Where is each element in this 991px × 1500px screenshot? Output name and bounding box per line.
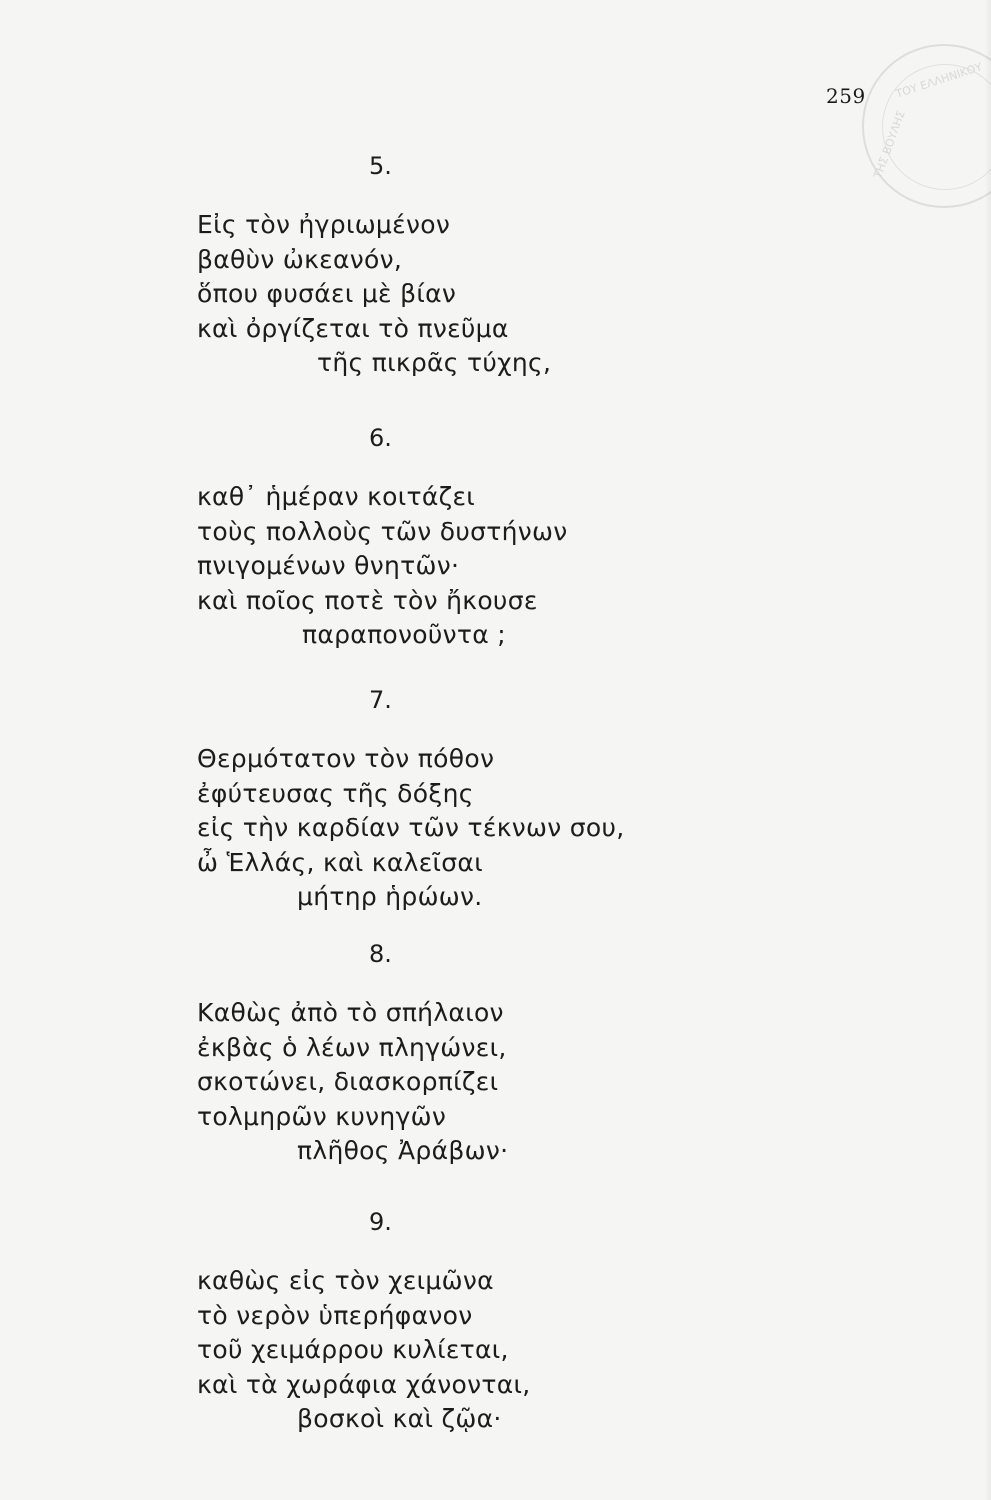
verse-line: Θερμότατον τὸν πόθον [197, 744, 495, 773]
verse-line: βαθὺν ὠκεανόν, [197, 244, 403, 274]
stanza-number: 8. [369, 940, 392, 968]
verse-line: Εἰς τὸν ἠγριωμένον [197, 210, 451, 239]
stanza-number: 6. [369, 424, 392, 452]
verse-line: ὦ Ἑλλάς, καὶ καλεῖσαι [197, 847, 483, 877]
verse-line: τοῦ χειμάρρου κυλίεται, [197, 1335, 509, 1364]
verse-line: εἰς τὴν καρδίαν τῶν τέκνων σου, [197, 813, 625, 842]
stanza-verses [197, 208, 551, 381]
verse-line: ὅπου φυσάει μὲ βίαν [197, 279, 457, 308]
verse-line: καθ᾽ ἡμέραν κοιτάζει [197, 482, 476, 511]
stanza-number: 9. [369, 1208, 392, 1236]
verse-line-indented: μήτηρ ἡρώων. [297, 882, 483, 911]
verse-line: ἐκβὰς ὁ λέων πληγώνει, [197, 1032, 507, 1062]
stanza-verses [197, 1264, 530, 1437]
verse-line: καὶ ποῖος ποτὲ τὸν ἤκουσε [197, 585, 538, 615]
stanza-verses [197, 480, 568, 653]
verse-line: τολμηρῶν κυνηγῶν [197, 1101, 447, 1131]
stanza-verses [197, 742, 625, 915]
library-stamp [862, 44, 991, 208]
verse-line: τοὺς πολλοὺς τῶν δυστήνων [197, 516, 568, 546]
verse-line: τὸ νερὸν ὑπερήφανον [197, 1300, 473, 1330]
verse-line-indented: παραπονοῦντα ; [302, 620, 507, 649]
verse-line-indented: τῆς πικρᾶς τύχης, [317, 348, 552, 377]
verse-line: καὶ τὰ χωράφια χάνονται, [197, 1369, 531, 1399]
verse-line: Καθὼς ἀπὸ τὸ σπήλαιον [197, 998, 504, 1027]
verse-line: πνιγομένων θνητῶν· [197, 551, 460, 580]
page-number: 259 [826, 84, 866, 108]
stanza-number: 5. [369, 152, 392, 180]
verse-line: σκοτώνει, διασκορπίζει [197, 1067, 499, 1096]
stamp-text-top: ΤΟΥ ΕΛΛΗΝΙΚΟΥ [894, 60, 984, 101]
verse-line-indented: πλῆθος Ἀράβων· [297, 1136, 509, 1165]
stanza-number: 7. [369, 686, 392, 714]
verse-line-indented: βοσκοὶ καὶ ζῷα· [297, 1404, 502, 1433]
verse-line: καθὼς εἰς τὸν χειμῶνα [197, 1266, 494, 1295]
verse-line: καὶ ὀργίζεται τὸ πνεῦμα [197, 313, 509, 343]
stamp-text-side: ΤΗΣ ΒΟΥΛΗΣ [871, 108, 908, 181]
page-edge-shadow [985, 0, 991, 1500]
verse-line: ἐφύτευσας τῆς δόξης [197, 778, 474, 808]
stanza-verses [197, 996, 508, 1169]
